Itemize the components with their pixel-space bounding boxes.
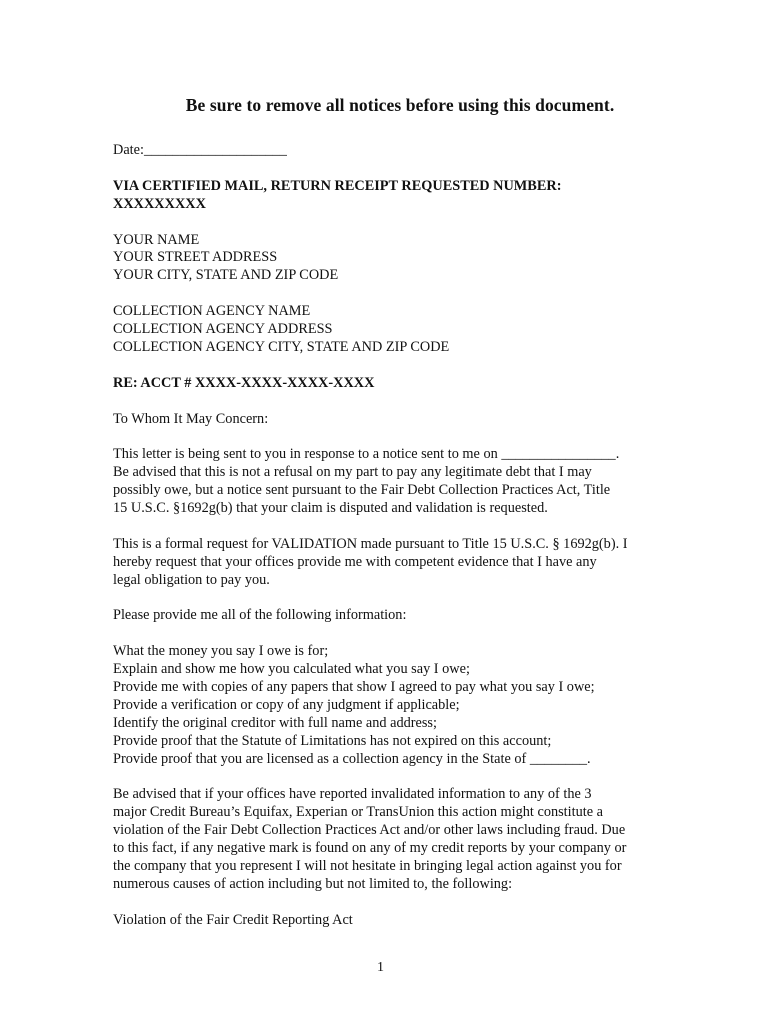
paragraph1-line: 15 U.S.C. §1692g(b) that your claim is disputed and validation is requested.	[113, 500, 548, 517]
request-item: Provide me with copies of any papers that show I agreed to pay what you say I owe;	[113, 679, 595, 696]
notice-heading: Be sure to remove all notices before using this document.	[185, 95, 615, 115]
sender-city: YOUR CITY, STATE AND ZIP CODE	[113, 267, 339, 284]
request-item: Provide proof that you are licensed as a collection agency in the State of ________.	[113, 750, 591, 767]
paragraph4-line: the company that you represent I will not hesitate in bringing legal action against you for	[113, 858, 622, 875]
paragraph1-line: Be advised that this is not a refusal on my part to pay any legitimate debt that I may	[113, 464, 592, 481]
paragraph2-line: This is a formal request for VALIDATION made pursuant to Title 15 U.S.C. § 1692g(b). I	[113, 535, 628, 552]
recipient-name: COLLECTION AGENCY NAME	[113, 303, 311, 320]
violation-line: Violation of the Fair Credit Reporting Act	[113, 911, 353, 928]
recipient-address: COLLECTION AGENCY ADDRESS	[113, 321, 333, 338]
paragraph1-line: This letter is being sent to you in response to a notice sent to me on ________________.	[113, 446, 620, 463]
sender-name: YOUR NAME	[113, 231, 200, 248]
date-line: Date:____________________	[113, 142, 287, 158]
page-number: 1	[377, 960, 384, 975]
sender-street: YOUR STREET ADDRESS	[113, 249, 278, 266]
request-item: What the money you say I owe is for;	[113, 643, 329, 660]
paragraph2-line: hereby request that your offices provide me with competent evidence that I have any	[113, 553, 597, 570]
paragraph4-line: to this fact, if any negative mark is found on any of my credit reports by your company or	[113, 840, 627, 857]
paragraph4-line: violation of the Fair Debt Collection Practices Act and/or other laws including fraud. Due	[113, 822, 626, 839]
re-account-line: RE: ACCT # XXXX-XXXX-XXXX-XXXX	[113, 374, 375, 391]
request-item: Provide proof that the Statute of Limitations has not expired on this account;	[113, 732, 552, 749]
paragraph4-line: major Credit Bureau’s Equifax, Experian or TransUnion this action might constitute a	[113, 804, 603, 821]
request-item: Identify the original creditor with full name and address;	[113, 714, 437, 731]
paragraph2-line: legal obligation to pay you.	[113, 571, 270, 588]
request-item: Provide a verification or copy of any judgment if applicable;	[113, 696, 460, 713]
certified-mail-line: VIA CERTIFIED MAIL, RETURN RECEIPT REQUESTED NUMBER:	[113, 177, 562, 194]
certified-mail-number: XXXXXXXXX	[113, 195, 206, 212]
paragraph3: Please provide me all of the following information:	[113, 607, 407, 624]
request-item: Explain and show me how you calculated what you say I owe;	[113, 661, 470, 678]
salutation: To Whom It May Concern:	[113, 410, 269, 427]
paragraph1-line: possibly owe, but a notice sent pursuant to the Fair Debt Collection Practices Act, Title	[113, 482, 611, 499]
paragraph4-line: numerous causes of action including but not limited to, the following:	[113, 876, 513, 892]
letter-body	[113, 142, 663, 930]
recipient-city: COLLECTION AGENCY CITY, STATE AND ZIP CODE	[113, 338, 450, 355]
paragraph4-line: Be advised that if your offices have reported invalidated information to any of the 3	[113, 786, 592, 803]
